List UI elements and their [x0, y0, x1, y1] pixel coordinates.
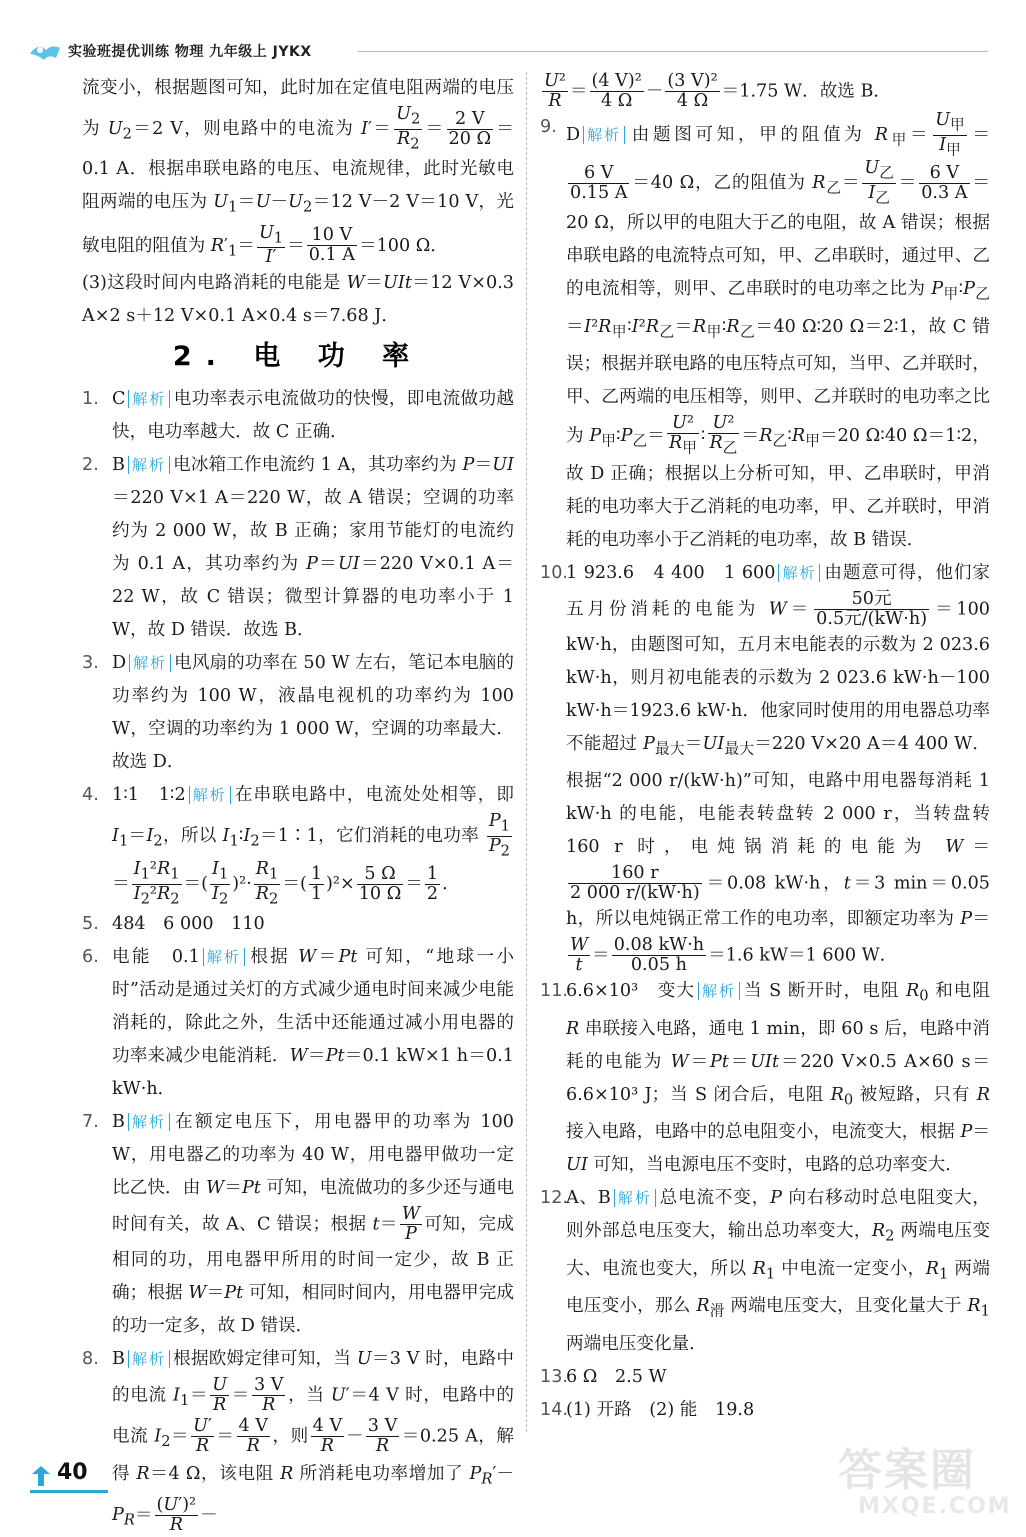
book-logo-icon — [28, 40, 62, 62]
analysis-tag: 解析 — [128, 390, 170, 408]
page-number-text: 40 — [57, 1460, 88, 1485]
answer-1: 1. C 解析 电功率表示电流做功的快慢，即电流做功越快，电功率越大．故 C 正确． — [82, 383, 514, 449]
page-number-underline — [30, 1490, 108, 1493]
intro-paragraph: 流变小，根据题图可知，此时加在定值电阻两端的电压为 $U_2=2$ V，则电路中的电流为 I′＝ $\frac{U_2}{R_2}$ ＝ $\frac{2 V}{20 \Omega}$ ＝0.1 A．根据串联电路的电压、电流规律，此时光敏电阻两端的电压为 $U_1=U-U_2=12$ V－2 V＝10 V，光敏电阻的阻值为 $R'_1=$ $\frac{U_1}{I'}$ ＝ $\frac{10 V}{0.1 A}$ ＝100 Ω． — [82, 78, 514, 268]
watermark — [818, 1432, 1012, 1528]
answer-13: 13. 6 Ω 2.5 W — [540, 1366, 667, 1387]
header-title: 实验班提优训练 物理 九年级上 JYKX — [68, 44, 312, 60]
answer-3: 3. D 解析 电风扇的功率在 50 W 左右，笔记本电脑的功率约为 100 W，液晶电视机的功率约为 100 W，空调的功率约为 1 000 W，空调的功率最大．故选 D． — [82, 653, 514, 773]
answer-11: 11. 6.6×10³ 变大 解析 当 S 断开时，电阻 $R_0$ 和电阻 R 串联接入电路，通电 1 min，即 60 s 后，电路中消耗的电能为 W＝Pt＝UIt＝220 V×0.5 A×60 s＝6.6×10³ J；当 S 闭合后，电阻 $R_0$ 被短路，只有 R 接入电路，电路中的总电阻变小，电流变大，根据 P＝UI 可知，当电源电压不变时，电路的总功率变大． — [540, 981, 990, 1176]
analysis-tag: 解析 — [698, 982, 740, 1000]
analysis-tag: 解析 — [583, 126, 625, 144]
analysis-tag: 解析 — [778, 564, 820, 582]
analysis-tag: 解析 — [128, 456, 170, 474]
left-column — [82, 72, 514, 1537]
answer-6: 6. 电能 0.1 解析 根据 W＝Pt 可知，“地球一小时”活动是通过关灯的方式减少通电时间来减少电能消耗的，除此之外，生活中还能通过减小用电器的功率来减少电能消耗．W＝Pt＝0.1 kW×1 h＝0.1 kW·h． — [82, 947, 515, 1100]
answer-number: 1. — [82, 389, 99, 410]
analysis-tag: 解析 — [129, 654, 171, 672]
watermark-url: MXQE.COM — [858, 1494, 1012, 1519]
page-header — [28, 38, 988, 64]
intro-paragraph-3: (3)这段时间内电路消耗的电能是 W＝UIt＝12 V×0.3 A×2 s＋12 V×0.1 A×0.4 s＝7.68 J． — [82, 273, 514, 327]
analysis-tag: 解析 — [128, 1113, 170, 1131]
answer-9: 9. D 解析 由题图可知，甲的阻值为 $R_甲=$ $\frac{U_甲}{I_甲}$ ＝ $\frac{6 V}{0.15 A}$ ＝40 Ω，乙的阻值为 $R_乙=$ $\frac{U_乙}{I_乙}$ ＝ $\frac{6 V}{0.3 A}$ ＝20 Ω，所以甲的电阻大于乙的电阻，故 A 错误；根据串联电路的电流特点可知，甲、乙串联时，通过甲、乙的电流相等，则甲、乙串联时的电功率之比为 $P_甲∶P_乙=I^2R_甲∶I^2R_乙=R_甲∶R_乙=40$ Ω∶20 Ω＝2∶1，故 C 错误；根据并联电路的电压特点可知，当甲、乙并联时，甲、乙两端的电压相等，则甲、乙并联时的电功率之比为 $P_甲∶P_乙=$ $\frac{\text{U²}}{R_甲}$ ∶ $\frac{\text{U²}}{R_乙}$ $=R_乙∶R_甲=20$ Ω∶40 Ω＝1∶2，故 D 正确；根据以上分析可知，甲、乙串联时，甲消耗的电功率大于乙消耗的电功率，甲、乙并联时，甲消耗的电功率小于乙消耗的电功率，故 B 错误． — [540, 110, 990, 550]
right-column — [540, 72, 990, 1427]
analysis-tag: 解析 — [614, 1189, 656, 1207]
header-rule — [358, 51, 988, 52]
answer-7: 7. B 解析 在额定电压下，用电器甲的功率为 100 W，用电器乙的功率为 40 W，用电器甲做功一定比乙快．由 W＝Pt 可知，电流做功的多少还与通电时间有关，故 A、C 错误；根据 t＝ $\frac{W}{P}$ 可知，完成相同的功，用电器甲所用的时间一定少，故 B 正确；根据 W＝Pt 可知，相同时间内，用电器甲完成的功一定多，故 D 错误． — [82, 1112, 514, 1337]
section-title: 2. 电 功 率 — [172, 341, 424, 373]
column-divider — [526, 72, 528, 1432]
answer-4: 4. 1∶1 1∶2 解析 在串联电路中，电流处处相等，即 $I_1=I_2$，所以 $I_1∶I_2=1∶1$，它们消耗的电功率 $\frac{P_1}{P_2}$ ＝ $\frac{I_1^2R_1}{I_2^2R_2}$ ＝( $\frac{I_1}{I_2}$ )²· $\frac{R_1}{R_2}$ ＝( $\frac{1}{1}$ )²× $\frac{5 \Omega}{10 \Omega}$ ＝ $\frac{1}{2}$ ． — [82, 785, 514, 908]
answer-14: 14. (1) 开路 (2) 能 19.8 — [540, 1399, 755, 1420]
analysis-tag: 解析 — [203, 948, 245, 966]
answer-2: 2. B 解析 电冰箱工作电流约 1 A，其功率约为 P＝UI＝220 V×1 A＝220 W，故 A 错误；空调的功率约为 2 000 W，故 B 正确；家用节能灯的电流约为 0.1 A，其功率约为 P＝UI＝220 V×0.1 A＝22 W，故 C 错误；微型计算器的电功率小于 1 W，故 D 错误．故选 B． — [82, 455, 514, 641]
answer-8: 8. B 解析 根据欧姆定律可知，当 U＝3 V 时，电路中的电流 $I_1=$ $\frac{U}{R}$ ＝ $\frac{3 V}{R}$ ，当 U′＝4 V 时，电路中的电流 $I_2=$ $\frac{U'}{R}$ ＝ $\frac{4 V}{R}$ ，则 $\frac{4 V}{R}$ － $\frac{3 V}{R}$ ＝0.25 A，解得 R＝4 Ω，该电阻 R 所消耗电功率增加了 $P_R'-P_R=$ $\frac{\text{(U′)²}}{R}$ － — [82, 1349, 515, 1535]
page-number — [30, 1456, 100, 1496]
answer-10: 10. 1 923.6 4 400 1 600 解析 由题意可得，他们家五月份消耗的电能为 W＝ $\frac{\text{50元}}{\text{0.5元/(kW·h)}}$ ＝100 kW·h，由题图可知，五月末电能表的示数为 2 023.6 kW·h，则月初电能表的示数为 2 023.6 kW·h－100 kW·h＝1923.6 kW·h．他家同时使用的用电器总功率不能超过 $P_{最大}=UI_{最大}=220$ V×20 A＝4 400 W．根据“2 000 r/(kW·h)”可知，电路中用电器每消耗 1 kW·h 的电能，电能表转盘转 2 000 r，当转盘转 160 r 时，电炖锅消耗的电能为 W＝ $\frac{160 r}{2 000 r/(kW\cdot h)}$ ＝0.08 kW·h，t＝3 min＝0.05 h，所以电炖锅正常工作的电功率，即额定功率为 P＝ $\frac{W}{t}$ ＝ $\frac{0.08 kW\cdot h}{0.05 h}$ ＝1.6 kW＝1 600 W． — [540, 562, 990, 976]
answer-12: 12. A、B 解析 总电流不变，P 向右移动时总电阻变大，则外部总电压变大，输出总功率变大，$R_2$ 两端电压变大、电流也变大，所以 $R_1$ 中电流一定变小，$R_1$ 两端电压变小，那么 $R_滑$ 两端电压变大，且变化量大于 $R_1$ 两端电压变化量． — [540, 1188, 991, 1354]
analysis-tag: 解析 — [189, 786, 231, 804]
pointer-arrow-icon — [30, 1464, 52, 1488]
watermark-logo: 答案圈 — [838, 1445, 976, 1496]
right-intro: $\frac{\text{U²}}{R}$ ＝ $\frac{\text{(4 V)²}}{4 \Omega}$ － $\frac{\text{(3 V)²}}{4 \Omega}$ ＝1.75 W．故选 B． — [544, 71, 892, 111]
analysis-tag: 解析 — [128, 1350, 170, 1368]
answer-5: 5. 484 6 000 110 — [82, 914, 265, 935]
